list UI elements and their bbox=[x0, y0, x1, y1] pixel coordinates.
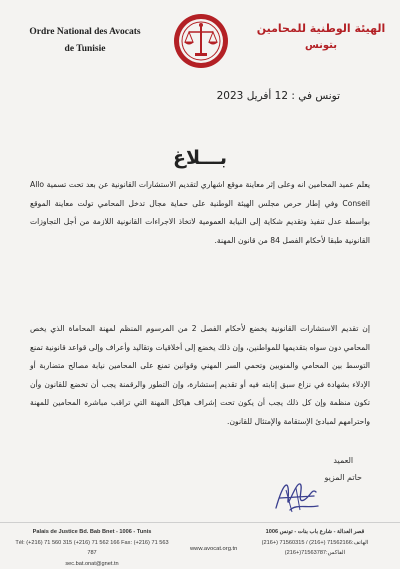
footer-french bbox=[12, 527, 172, 569]
footer-phones-french: Tél: (+216) 71 560 315 (+216) 71 562 166 Fax: (+216) 71 563 787 bbox=[12, 538, 172, 559]
footer-email: sec.bat.onat@gnet.tn bbox=[12, 559, 172, 569]
footer-phones-arabic: الهاتف:71562166 (+216) / 71560315 (+216) الفاكس:71563787(+216) bbox=[240, 538, 390, 559]
footer-address-arabic: قصر العدالة - شارع باب بنات - تونس 1006 bbox=[240, 527, 390, 538]
org-name-arabic-line2: بتونس bbox=[256, 38, 386, 54]
paragraph-1: يعلم عميد المحامين انه وعلى إثر معاينة موقع اشهاري لتقديم الاستشارات القانونية عن بعد تحت تسمية Allo Conseil وفي إطار حرص مجلس الهيئة الوطنية على حماية مجال تدخل المحامي تولت معاينة الموقع بواسطة عدل تنفيذ وتقديم شكاية إلى النيابة العمومية لاتخاذ الاجراءات القانونية اللازمة من أجل التجاوزات القانونية طبقا لأحكام الفصل 84 من قانون المهنة. bbox=[30, 176, 370, 250]
handwritten-signature bbox=[266, 470, 328, 518]
org-name-french-line2: de Tunisie bbox=[20, 41, 150, 58]
signatory-name: حاتم المزيو bbox=[324, 469, 362, 486]
org-name-french bbox=[20, 24, 150, 58]
footer-arabic bbox=[240, 527, 390, 559]
footer-website: www.avocat.org.tn bbox=[190, 546, 237, 552]
signatory-role: العميد bbox=[324, 452, 362, 469]
document-title: بـــلاغ bbox=[0, 147, 400, 169]
org-name-french-line1: Ordre National des Avocats bbox=[20, 24, 150, 41]
org-name-arabic-line1: الهيئة الوطنية للمحامين bbox=[256, 20, 386, 38]
paragraph-2: إن تقديم الاستشارات القانونية يخضع لأحكام الفصل 2 من المرسوم المنظم لمهنة المحاماة الذي يخص المحامي دون سواه بتقديمها للمواطنين، وإن ذلك يخضع إلى أخلاقيات وتقاليد وأعراف وإلى قواعد قانونية تمنع التوسط بين المحامي والمنوبين وتحمي السر المهني وقوانين تمنع على المحامين نيابة مصالح متضاربة أو الإدلاء بشهادة في نزاع سبق إنابته فيه أو تقديم إستشارة، وإن التطور والرقمنة يجب أن تخضع للقانون وأن تكون منظمة وإن كل ذلك يجب أن يكون تحت إشراف هياكل المهنة التي تراقب مباشرة المحامين للمهنة واحترامهم لمبادئ الإستقامة والإمتثال للقانون. bbox=[30, 320, 370, 432]
scales-of-justice-seal-icon bbox=[172, 10, 230, 72]
document-date: تونس في : 12 أفريل 2023 bbox=[217, 90, 340, 102]
footer-address-french: Palais de Justice Bd. Bab Bnet - 1006 - Tunis bbox=[12, 527, 172, 538]
signature-block bbox=[324, 452, 362, 486]
org-name-arabic bbox=[256, 20, 386, 54]
footer-divider bbox=[0, 522, 400, 523]
